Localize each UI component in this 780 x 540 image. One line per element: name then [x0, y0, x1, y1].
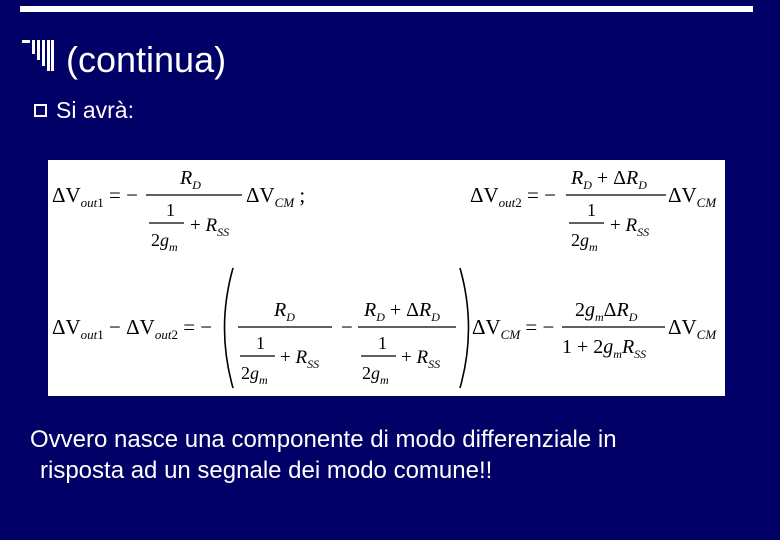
striped-square-icon: [22, 37, 54, 71]
svg-text:ΔVCM: $\Delta V_{CM}$: [668, 315, 717, 342]
top-rule: [20, 6, 753, 12]
svg-text:2gm: $2g_m$: [362, 363, 389, 387]
svg-text:1: 1: [587, 200, 596, 220]
conclusion-line-1: Ovvero nasce una componente di modo differenziale in: [30, 426, 617, 453]
svg-text:ΔVCM: $\Delta V_{CM}$: [668, 183, 717, 210]
svg-text:1: 1: [378, 333, 387, 353]
svg-text:RD: $R_D$: [274, 299, 295, 324]
svg-text:ΔVCM = −: $\Delta V_{CM}$ = −: [472, 315, 555, 342]
svg-text:ΔVCM ;: $\Delta V_{CM}$ ;: [246, 183, 306, 210]
hollow-square-icon: [34, 104, 47, 117]
equation-delta-v-out2: [470, 167, 717, 254]
formula-image: [48, 160, 725, 396]
equation-delta-v-difference: [52, 268, 717, 388]
svg-text:2gm: $2g_m$: [151, 230, 178, 254]
slide-title: (continua): [66, 39, 227, 80]
equations-figure: [48, 160, 725, 396]
svg-text:ΔVout2 = −: $\Delta V_{out}2$ = −: [470, 183, 556, 210]
svg-text:RD + ΔRD: $R_D + \Delta R_D$: [364, 299, 440, 324]
bullet-text: Si avrà:: [56, 97, 134, 123]
svg-text:2gmΔRD: $2g_m\Delta R_D$: [575, 299, 638, 324]
svg-text:+ RSS: + $R_{SS}$: [280, 347, 320, 371]
svg-text:ΔVout1 = −: $\Delta V_{out}1$ = −: [52, 183, 138, 210]
svg-text:2gm: $2g_m$: [241, 363, 268, 387]
svg-text:RD: $R_D$: [180, 167, 201, 192]
conclusion-line-2: risposta ad un segnale dei modo comune!!: [40, 457, 493, 484]
svg-text:1 + 2gmRSS: $1 + 2g_mR_{SS}$: [562, 336, 647, 361]
svg-text:RD + ΔRD: $R_D + \Delta R_D$: [571, 167, 647, 192]
svg-text:2gm: $2g_m$: [571, 230, 598, 254]
svg-text:−: −: [341, 315, 353, 339]
bullet-item: [34, 96, 134, 124]
svg-text:ΔVout1 − ΔVout2 = −: $\Delta V_{out}1 - \Delta V_{out}2$ = −: [52, 315, 213, 342]
svg-text:+ RSS: + $R_{SS}$: [190, 215, 230, 239]
svg-text:1: 1: [256, 333, 265, 353]
conclusion-paragraph: [30, 424, 750, 486]
equation-delta-v-out1: [52, 167, 305, 254]
svg-text:1: 1: [166, 200, 175, 220]
svg-text:+ RSS: + $R_{SS}$: [610, 215, 650, 239]
svg-text:+ RSS: + $R_{SS}$: [401, 347, 441, 371]
